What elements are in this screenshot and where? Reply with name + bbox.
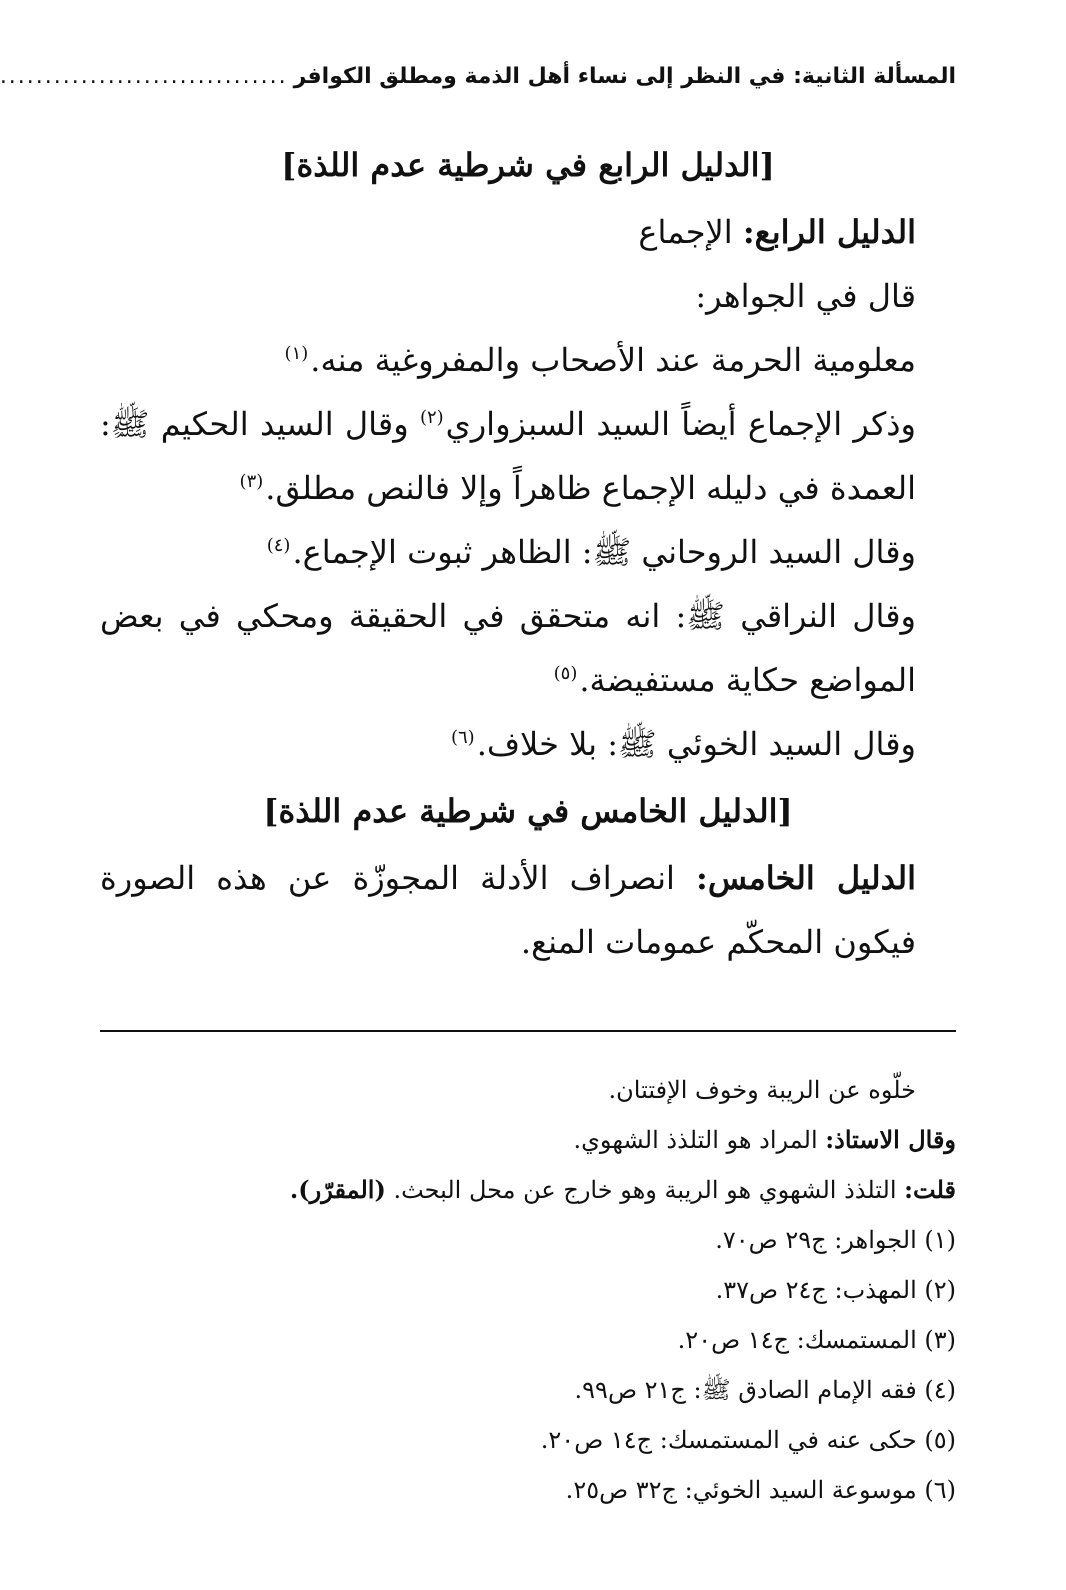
khoei-text: وقال السيد الخوئي ﷺ: بلا خلاف. (476, 725, 916, 763)
footnote-ref-2[interactable]: (٢) (419, 407, 444, 429)
ustadh-text: المراد هو التلذذ الشهوي. (573, 1126, 826, 1154)
jawahir-quote-text: معلومية الحرمة عند الأصحاب والمفروغية منه. (310, 341, 916, 379)
main-text (100, 130, 956, 974)
header-title: المسألة الثانية: في النظر إلى نساء أهل الذمة ومطلق الكوافر (293, 63, 956, 89)
muqarrir-tag: (المقرّر). (289, 1175, 386, 1204)
footnote-ustadh (100, 1115, 956, 1165)
fourth-evidence-label: الدليل الرابع: (742, 213, 916, 251)
footnote-3: (٣) المستمسك: ج١٤ ص٢٠. (677, 1326, 956, 1354)
paragraph-naraqi (100, 584, 956, 712)
qult-label: قلت: (904, 1175, 956, 1204)
paragraph-fourth-evidence (100, 200, 956, 264)
footnote-continuation: خلّوه عن الريبة وخوف الإفتتان. (608, 1076, 916, 1104)
footnote-6: (٦) موسوعة السيد الخوئي: ج٣٢ ص٢٥. (565, 1476, 956, 1504)
paragraph-fifth-evidence (100, 846, 956, 974)
fourth-evidence-text: الإجماع (638, 213, 743, 251)
paragraph-sabzawari-hakim (100, 392, 956, 520)
hakim-text: وقال السيد الحكيم ﷺ: العمدة في دليله الإجماع ظاهراً وإلا فالنص مطلق. (100, 405, 916, 507)
footnote-1: (١) الجواهر: ج٢٩ ص٧٠. (715, 1226, 956, 1254)
footnote-separator-rule (100, 1030, 956, 1032)
footnote-ref-5[interactable]: (٥) (553, 663, 578, 685)
rouhani-text: وقال السيد الروحاني ﷺ: الظاهر ثبوت الإجماع. (292, 533, 916, 571)
footnote-ref-6[interactable]: (٦) (450, 727, 475, 749)
paragraph-jawahir-quote (100, 328, 956, 392)
footnote-ref-1[interactable]: (١) (284, 343, 309, 365)
ustadh-label: وقال الاستاذ: (825, 1125, 956, 1154)
paragraph-jawahir-intro: قال في الجواهر: (695, 277, 916, 315)
footnote-5: (٥) حكى عنه في المستمسك: ج١٤ ص٢٠. (540, 1426, 956, 1454)
section-heading-fourth: [الدليل الرابع في شرطية عدم اللذة] (281, 146, 775, 184)
footnote-ref-4[interactable]: (٤) (266, 535, 291, 557)
paragraph-rouhani (100, 520, 956, 584)
footnote-4: (٤) فقه الإمام الصادق ﷺ: ج٢١ ص٩٩. (574, 1376, 956, 1404)
footnote-ref-3[interactable]: (٣) (239, 471, 264, 493)
naraqi-text: وقال النراقي ﷺ: انه متحقق في الحقيقة ومحكي في بعض المواضع حكاية مستفيضة. (100, 597, 916, 699)
running-header (0, 56, 956, 96)
fifth-evidence-text: انصراف الأدلة المجوزّة عن هذه الصورة فيكون المحكّم عمومات المنع. (100, 859, 916, 961)
section-heading-fifth: [الدليل الخامس في شرطية عدم اللذة] (263, 792, 793, 830)
fifth-evidence-label: الدليل الخامس: (696, 859, 917, 897)
footnote-qult (100, 1165, 956, 1215)
sabzawari-text: وذكر الإجماع أيضاً السيد السبزواري (445, 405, 916, 443)
footnote-2: (٢) المهذب: ج٢٤ ص٣٧. (715, 1276, 956, 1304)
paragraph-khoei (100, 712, 956, 776)
qult-text: التلذذ الشهوي هو الريبة وهو خارج عن محل البحث. (385, 1176, 905, 1204)
footnotes (100, 1065, 956, 1515)
header-leader-dots: ................................ (0, 63, 288, 89)
